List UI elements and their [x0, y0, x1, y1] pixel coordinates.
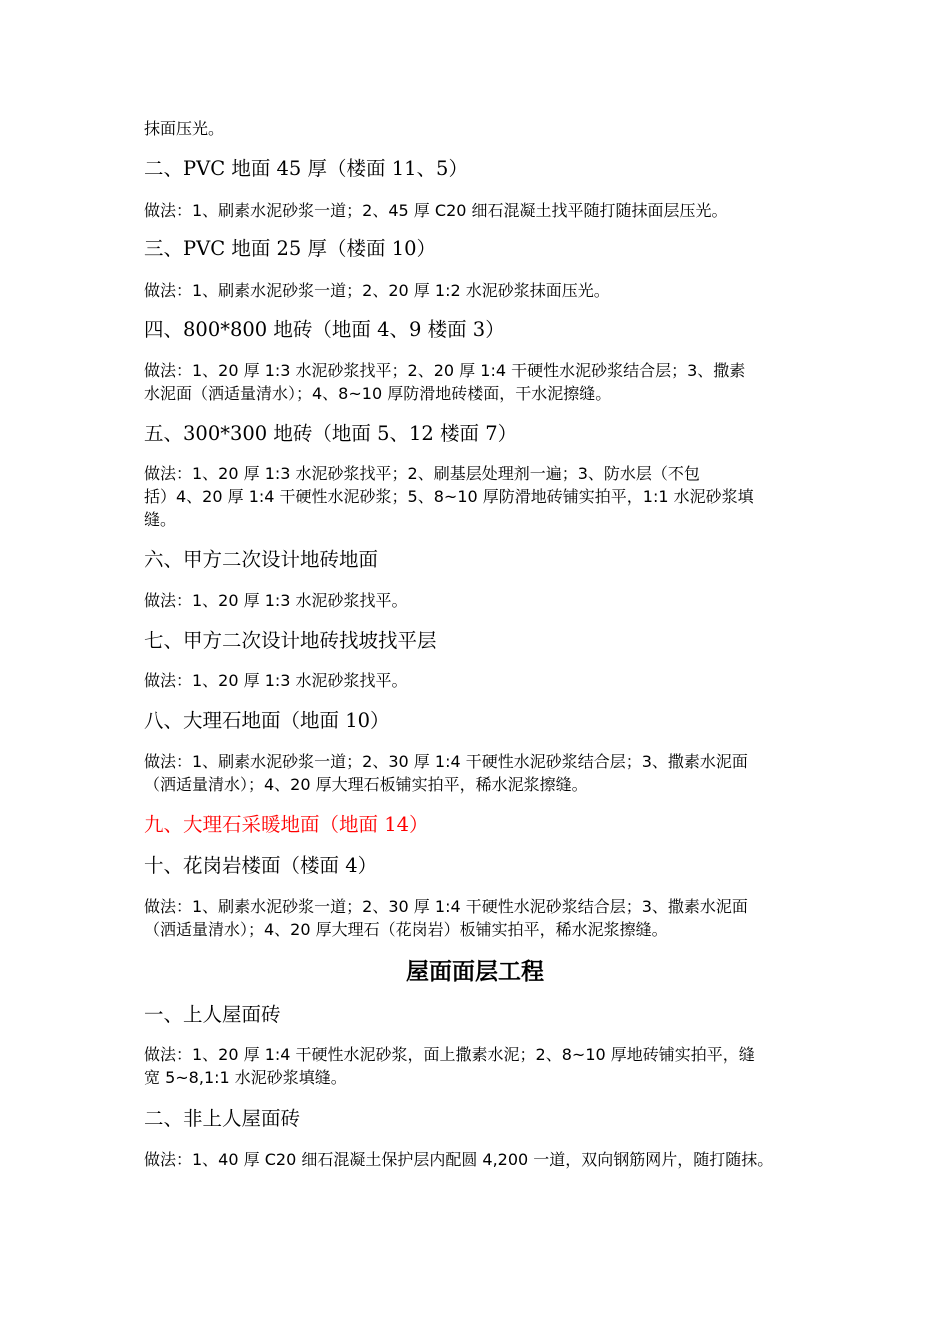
method-line: 水泥面（洒适量清水）；4、8~10 厚防滑地砖楼面，干水泥擦缝。 [144, 384, 612, 403]
continuation-text: 抹面压光。 [144, 119, 225, 138]
roof-heading-accessible: 一、上人屋面砖 [144, 1003, 281, 1026]
method-line: 做法：1、刷素水泥砂浆一道；2、30 厚 1:4 干硬性水泥砂浆结合层；3、撒素水泥面 [144, 752, 748, 771]
method-line: （洒适量清水）；4、20 厚大理石（花岗岩）板铺实拍平，稀水泥浆擦缝。 [144, 920, 668, 939]
roof-method-accessible [144, 1043, 814, 1089]
method-line: 做法：1、20 厚 1:3 水泥砂浆找平。 [144, 591, 408, 610]
method-line: （洒适量清水）；4、20 厚大理石板铺实拍平，稀水泥浆擦缝。 [144, 775, 588, 794]
item-heading-owner-slope: 七、甲方二次设计地砖找坡找平层 [144, 629, 437, 652]
method-line: 宽 5~8,1:1 水泥砂浆填缝。 [144, 1068, 347, 1087]
item-method-marble [144, 750, 814, 796]
item-method-pvc-45 [144, 199, 814, 222]
method-line: 做法：1、刷素水泥砂浆一道；2、30 厚 1:4 干硬性水泥砂浆结合层；3、撒素水泥面 [144, 897, 748, 916]
method-line: 括）4、20 厚 1:4 干硬性水泥砂浆；5、8~10 厚防滑地砖铺实拍平，1:1 水泥砂浆填 [144, 487, 754, 506]
item-heading-marble: 八、大理石地面（地面 10） [144, 709, 390, 732]
method-line: 做法：1、40 厚 C20 细石混凝土保护层内配圆 4,200 一道，双向钢筋网片，随打随抹。 [144, 1150, 774, 1169]
roof-heading-non-accessible: 二、非上人屋面砖 [144, 1107, 301, 1130]
item-heading-tile-300: 五、300*300 地砖（地面 5、12 楼面 7） [144, 422, 518, 445]
item-method-granite [144, 895, 814, 941]
item-heading-owner-tile: 六、甲方二次设计地砖地面 [144, 548, 379, 571]
item-heading-pvc-25: 三、PVC 地面 25 厚（楼面 10） [144, 237, 437, 260]
item-method-tile-800 [144, 359, 814, 405]
roof-method-non-accessible [144, 1148, 834, 1171]
item-method-owner-slope [144, 669, 814, 692]
method-line: 缝。 [144, 510, 177, 529]
item-heading-tile-800: 四、800*800 地砖（地面 4、9 楼面 3） [144, 318, 505, 341]
item-heading-granite: 十、花岗岩楼面（楼面 4） [144, 854, 378, 877]
item-heading-marble-heated: 九、大理石采暖地面（地面 14） [144, 813, 429, 836]
method-line: 做法：1、20 厚 1:3 水泥砂浆找平；2、20 厚 1:4 干硬性水泥砂浆结合层；3、撒素 [144, 361, 746, 380]
item-method-tile-300 [144, 462, 814, 531]
method-line: 做法：1、刷素水泥砂浆一道；2、45 厚 C20 细石混凝土找平随打随抹面层压光。 [144, 201, 728, 220]
item-method-owner-tile [144, 589, 814, 612]
item-method-pvc-25 [144, 279, 814, 302]
method-line: 做法：1、20 厚 1:3 水泥砂浆找平；2、刷基层处理剂一遍；3、防水层（不包 [144, 464, 700, 483]
method-line: 做法：1、20 厚 1:3 水泥砂浆找平。 [144, 671, 408, 690]
section-title-roof: 屋面面层工程 [406, 958, 544, 985]
method-line: 做法：1、20 厚 1:4 干硬性水泥砂浆，面上撒素水泥；2、8~10 厚地砖铺实拍平，缝 [144, 1045, 755, 1064]
item-heading-pvc-45: 二、PVC 地面 45 厚（楼面 11、5） [144, 157, 468, 180]
method-line: 做法：1、刷素水泥砂浆一道；2、20 厚 1:2 水泥砂浆抹面压光。 [144, 281, 610, 300]
